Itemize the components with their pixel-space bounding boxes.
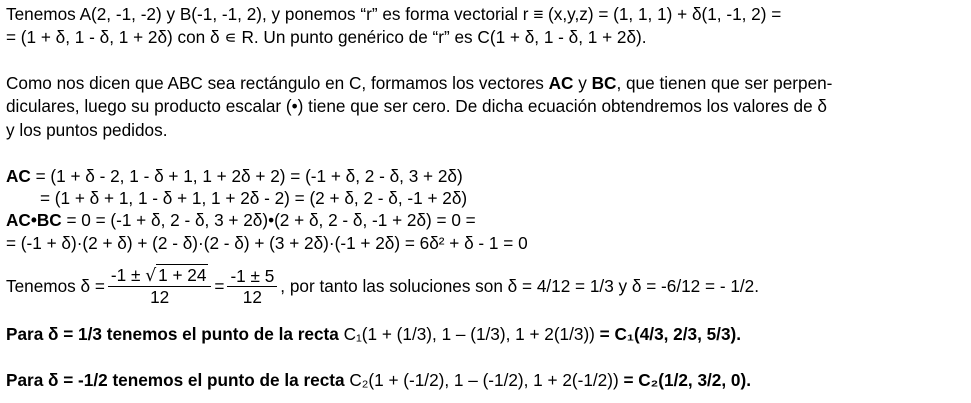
fraction-simplified [227,266,277,307]
eq-ac-label: AC [6,166,31,186]
c2-bold-b: = C₂(1/2, 3/2, 0). [618,370,751,390]
eq-dot-label: AC•BC [6,210,62,230]
fraction-simplified-numerator: -1 ± 5 [227,266,277,287]
point-c2-line [6,370,751,390]
point-c1-line [6,324,741,344]
c2-normal: C₂(1 + (-1/2), 1 – (-1/2), 1 + 2(-1/2)) [349,370,619,390]
p2-text-b: , que tienen que ser perpen- [616,73,833,93]
sol-prefix: Tenemos δ = [6,275,105,296]
eq-dot [6,210,476,230]
eq-bc: = (1 + δ + 1, 1 - δ + 1, 1 + 2δ - 2) = (2 + δ, 2 - δ, -1 + 2δ) [40,188,468,208]
vector-bc: BC [591,73,617,93]
eq-ac-rest: = (1 + δ - 2, 1 - δ + 1, 1 + 2δ + 2) = (-1 + δ, 2 - δ, 3 + 2δ) [30,166,463,186]
p2-conj: y [573,73,592,93]
eq-expand: = (-1 + δ)·(2 + δ) + (2 - δ)·(2 - δ) + (3 + 2δ)·(-1 + 2δ) = 6δ² + δ - 1 = 0 [6,233,528,253]
sqrt-icon: √ [145,266,157,286]
solution-line [6,265,759,307]
sqrt-expression [145,265,208,286]
p2-line-3: y los puntos pedidos. [6,120,168,140]
c1-bold-b: = C₁(4/3, 2/3, 5/3). [594,324,742,344]
p1-line-1: Tenemos A(2, -1, -2) y B(-1, -1, 2), y ponemos “r” es forma vectorial r ≡ (x,y,z) = (1, 1, 1) + δ(1, -1, 2) = [6,4,782,24]
c2-bold-a: Para δ = -1/2 tenemos el punto de la recta [6,370,350,390]
fraction-quadratic-numerator [108,265,212,287]
c1-normal: C₁(1 + (1/3), 1 – (1/3), 1 + 2(1/3)) [343,324,595,344]
c1-bold-a: Para δ = 1/3 tenemos el punto de la recta [6,324,344,344]
eq-dot-rest: = 0 = (-1 + δ, 2 - δ, 3 + 2δ)•(2 + δ, 2 - δ, -1 + 2δ) = 0 = [61,210,476,230]
p2-text-a: Como nos dicen que ABC sea rectángulo en C, formamos los vectores [6,73,549,93]
p2-line-2: diculares, luego su producto escalar (•) tiene que ser cero. De dicha ecuación obtendremos los valores de δ [6,96,827,116]
eq-ac [6,166,463,186]
sol-eq-sign: = [214,275,225,296]
p2-line-1 [6,73,832,93]
fraction-quadratic-denominator: 12 [150,287,170,307]
p1-line-2: = (1 + δ, 1 - δ, 1 + 2δ) con δ ∊ R. Un punto genérico de “r” es C(1 + δ, 1 - δ, 1 + 2δ). [6,27,647,47]
fraction-simplified-denominator: 12 [242,286,262,307]
num-prefix: -1 ± [110,265,141,285]
fraction-quadratic [108,265,212,307]
sol-suffix: , por tanto las soluciones son δ = 4/12 = 1/3 y δ = -6/12 = - 1/2. [280,275,759,296]
vector-ac: AC [548,73,574,93]
radicand: 1 + 24 [158,265,207,285]
